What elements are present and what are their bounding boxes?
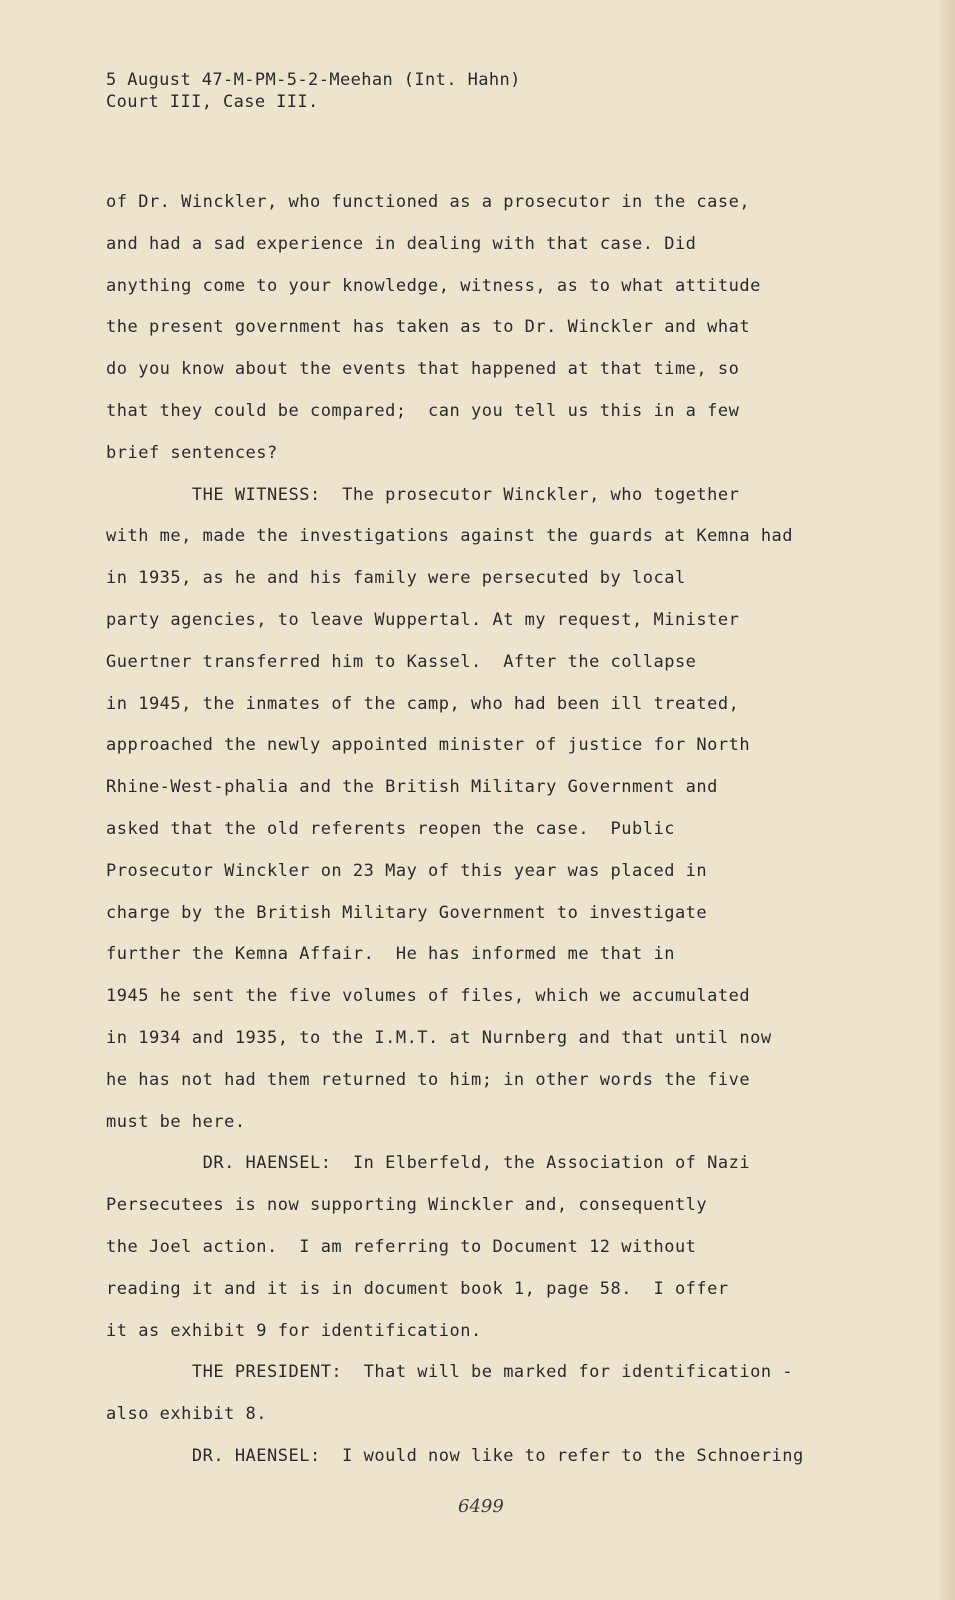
- transcript-line: it as exhibit 9 for identification.: [106, 1320, 482, 1341]
- transcript-line: asked that the old referents reopen the case. Public: [106, 818, 675, 839]
- transcript-line: and had a sad experience in dealing with that case. Did: [106, 233, 697, 254]
- transcript-line: Guertner transferred him to Kassel. After the collapse: [106, 651, 697, 672]
- header-court-line: Court III, Case III.: [106, 92, 319, 112]
- transcript-line: charge by the British Military Government to investigate: [106, 902, 708, 923]
- transcript-line: anything come to your knowledge, witness, as to what attitude: [106, 275, 761, 296]
- transcript-line: party agencies, to leave Wuppertal. At my request, Minister: [106, 609, 740, 630]
- transcript-line: do you know about the events that happened at that time, so: [106, 359, 740, 380]
- transcript-line: the present government has taken as to Dr. Winckler and what: [106, 317, 751, 338]
- transcript-line: he has not had them returned to him; in other words the five: [106, 1069, 751, 1090]
- transcript-line: of Dr. Winckler, who functioned as a prosecutor in the case,: [106, 192, 751, 212]
- transcript-line: Prosecutor Winckler on 23 May of this year was placed in: [106, 860, 708, 881]
- transcript-line: DR. HAENSEL: In Elberfeld, the Association of Nazi: [106, 1153, 751, 1174]
- transcript-line: with me, made the investigations against the guards at Kemna had: [106, 526, 794, 547]
- transcript-line: THE WITNESS: The prosecutor Winckler, who together: [106, 484, 740, 505]
- page-number: 6499: [458, 1496, 504, 1517]
- transcript-line: Persecutees is now supporting Winckler and, consequently: [106, 1195, 708, 1216]
- transcript-line: the Joel action. I am referring to Document 12 without: [106, 1236, 697, 1257]
- transcript-line: that they could be compared; can you tell us this in a few: [106, 400, 740, 421]
- transcript-line: in 1945, the inmates of the camp, who had been ill treated,: [106, 693, 740, 714]
- transcript-line: brief sentences?: [106, 442, 278, 463]
- transcript-line: DR. HAENSEL: I would now like to refer to the Schnoering: [106, 1445, 804, 1466]
- transcript-line: further the Kemna Affair. He has informed me that in: [106, 944, 675, 965]
- transcript-line: in 1934 and 1935, to the I.M.T. at Nurnberg and that until now: [106, 1027, 772, 1048]
- page-edge-shadow: [939, 0, 955, 1600]
- transcript-header: [106, 69, 521, 113]
- transcript-line: Rhine-West-phalia and the British Military Government and: [106, 777, 718, 798]
- transcript-line: also exhibit 8.: [106, 1404, 268, 1425]
- header-session-line: 5 August 47-M-PM-5-2-Meehan (Int. Hahn): [106, 70, 521, 90]
- transcript-body: [106, 189, 906, 1485]
- transcript-line: in 1935, as he and his family were persecuted by local: [106, 568, 686, 589]
- transcript-line: 1945 he sent the five volumes of files, which we accumulated: [106, 986, 751, 1007]
- transcript-line: approached the newly appointed minister of justice for North: [106, 735, 751, 756]
- transcript-line: reading it and it is in document book 1, page 58. I offer: [106, 1278, 729, 1299]
- transcript-line: THE PRESIDENT: That will be marked for identification -: [106, 1362, 794, 1383]
- transcript-line: must be here.: [106, 1111, 246, 1132]
